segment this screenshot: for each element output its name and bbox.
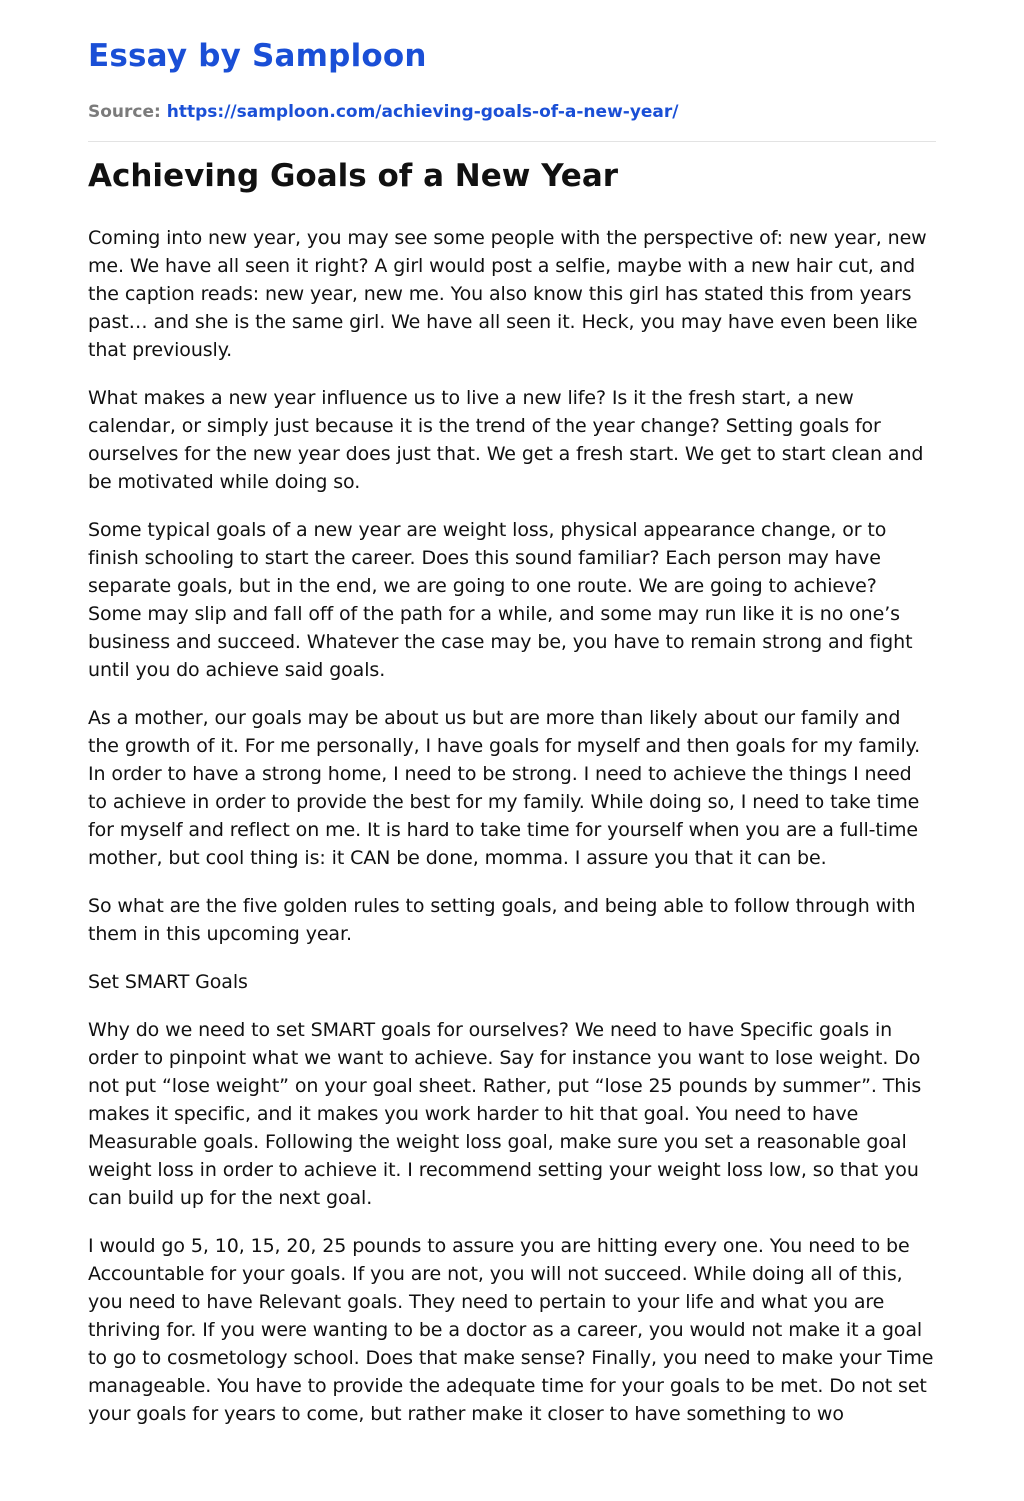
source-label: Source:	[88, 102, 161, 122]
essay-title: Achieving Goals of a New Year	[88, 158, 619, 194]
essay-paragraph: So what are the five golden rules to setting goals, and being able to follow through with them in this upcoming year.	[88, 895, 916, 945]
essay-paragraph: What makes a new year influence us to live a new life? Is it the fresh start, a new calendar, or simply just because it is the trend of the year change? Setting goals for ourselves for the new year does just that. We get a fresh start. We get to start clean and be motivated while doing so.	[88, 387, 924, 493]
essay-paragraph: Coming into new year, you may see some people with the perspective of: new year, new me. We have all seen it right? A girl would post a selfie, maybe with a new hair cut, and the caption reads: new year, new me. You also know this girl has stated this from years past… and she is the same girl. We have all seen it. Heck, you may have even been like that previously.	[88, 227, 927, 361]
essay-paragraph: Some typical goals of a new year are weight loss, physical appearance change, or to finish schooling to start the career. Does this sound familiar? Each person may have separate goals, but in the end, we are going to one route. We are going to achieve? Some may slip and fall off of the path for a while, and some may run like it is no one’s business and succeed. Whatever the case may be, you have to remain strong and fight until you do achieve said goals.	[88, 519, 913, 681]
essay-paragraph: As a mother, our goals may be about us but are more than likely about our family and the growth of it. For me personally, I have goals for myself and then goals for my family. In order to have a strong home, I need to be strong. I need to achieve the things I need to achieve in order to provide the best for my family. While doing so, I need to take time for myself and reflect on me. It is hard to take time for yourself when you are a full-time mother, but cool thing is: it CAN be done, momma. I assure you that it can be.	[88, 707, 921, 869]
essay-paragraph: I would go 5, 10, 15, 20, 25 pounds to assure you are hitting every one. You need to be Accountable for your goals. If you are not, you will not succeed. While doing all of this, you need to have Relevant goals. They need to pertain to your life and what you are thriving for. If you were wanting to be a doctor as a career, you would not make it a goal to go to cosmetology school. Does that make sense? Finally, you need to make your Time manageable. You have to provide the adequate time for your goals to be met. Do not set your goals for years to come, but rather make it closer to have something to wo	[88, 1235, 934, 1425]
source-link[interactable]: https://samploon.com/achieving-goals-of-a-new-year/	[166, 102, 679, 122]
essay-body	[88, 224, 936, 1428]
essay-paragraph: Why do we need to set SMART goals for ourselves? We need to have Specific goals in order to pinpoint what we want to achieve. Say for instance you want to lose weight. Do not put “lose weight” on your goal sheet. Rather, put “lose 25 pounds by summer”. This makes it specific, and it makes you work harder to hit that goal. You need to have Measurable goals. Following the weight loss goal, make sure you set a reasonable goal weight loss in order to achieve it. I recommend setting your weight loss low, so that you can build up for the next goal.	[88, 1019, 922, 1209]
essay-page	[88, 0, 936, 1428]
section-subheading: Set SMART Goals	[88, 971, 248, 993]
header-divider	[88, 141, 936, 142]
brand-title: Essay by Samploon	[88, 38, 427, 74]
source-line	[88, 100, 936, 124]
